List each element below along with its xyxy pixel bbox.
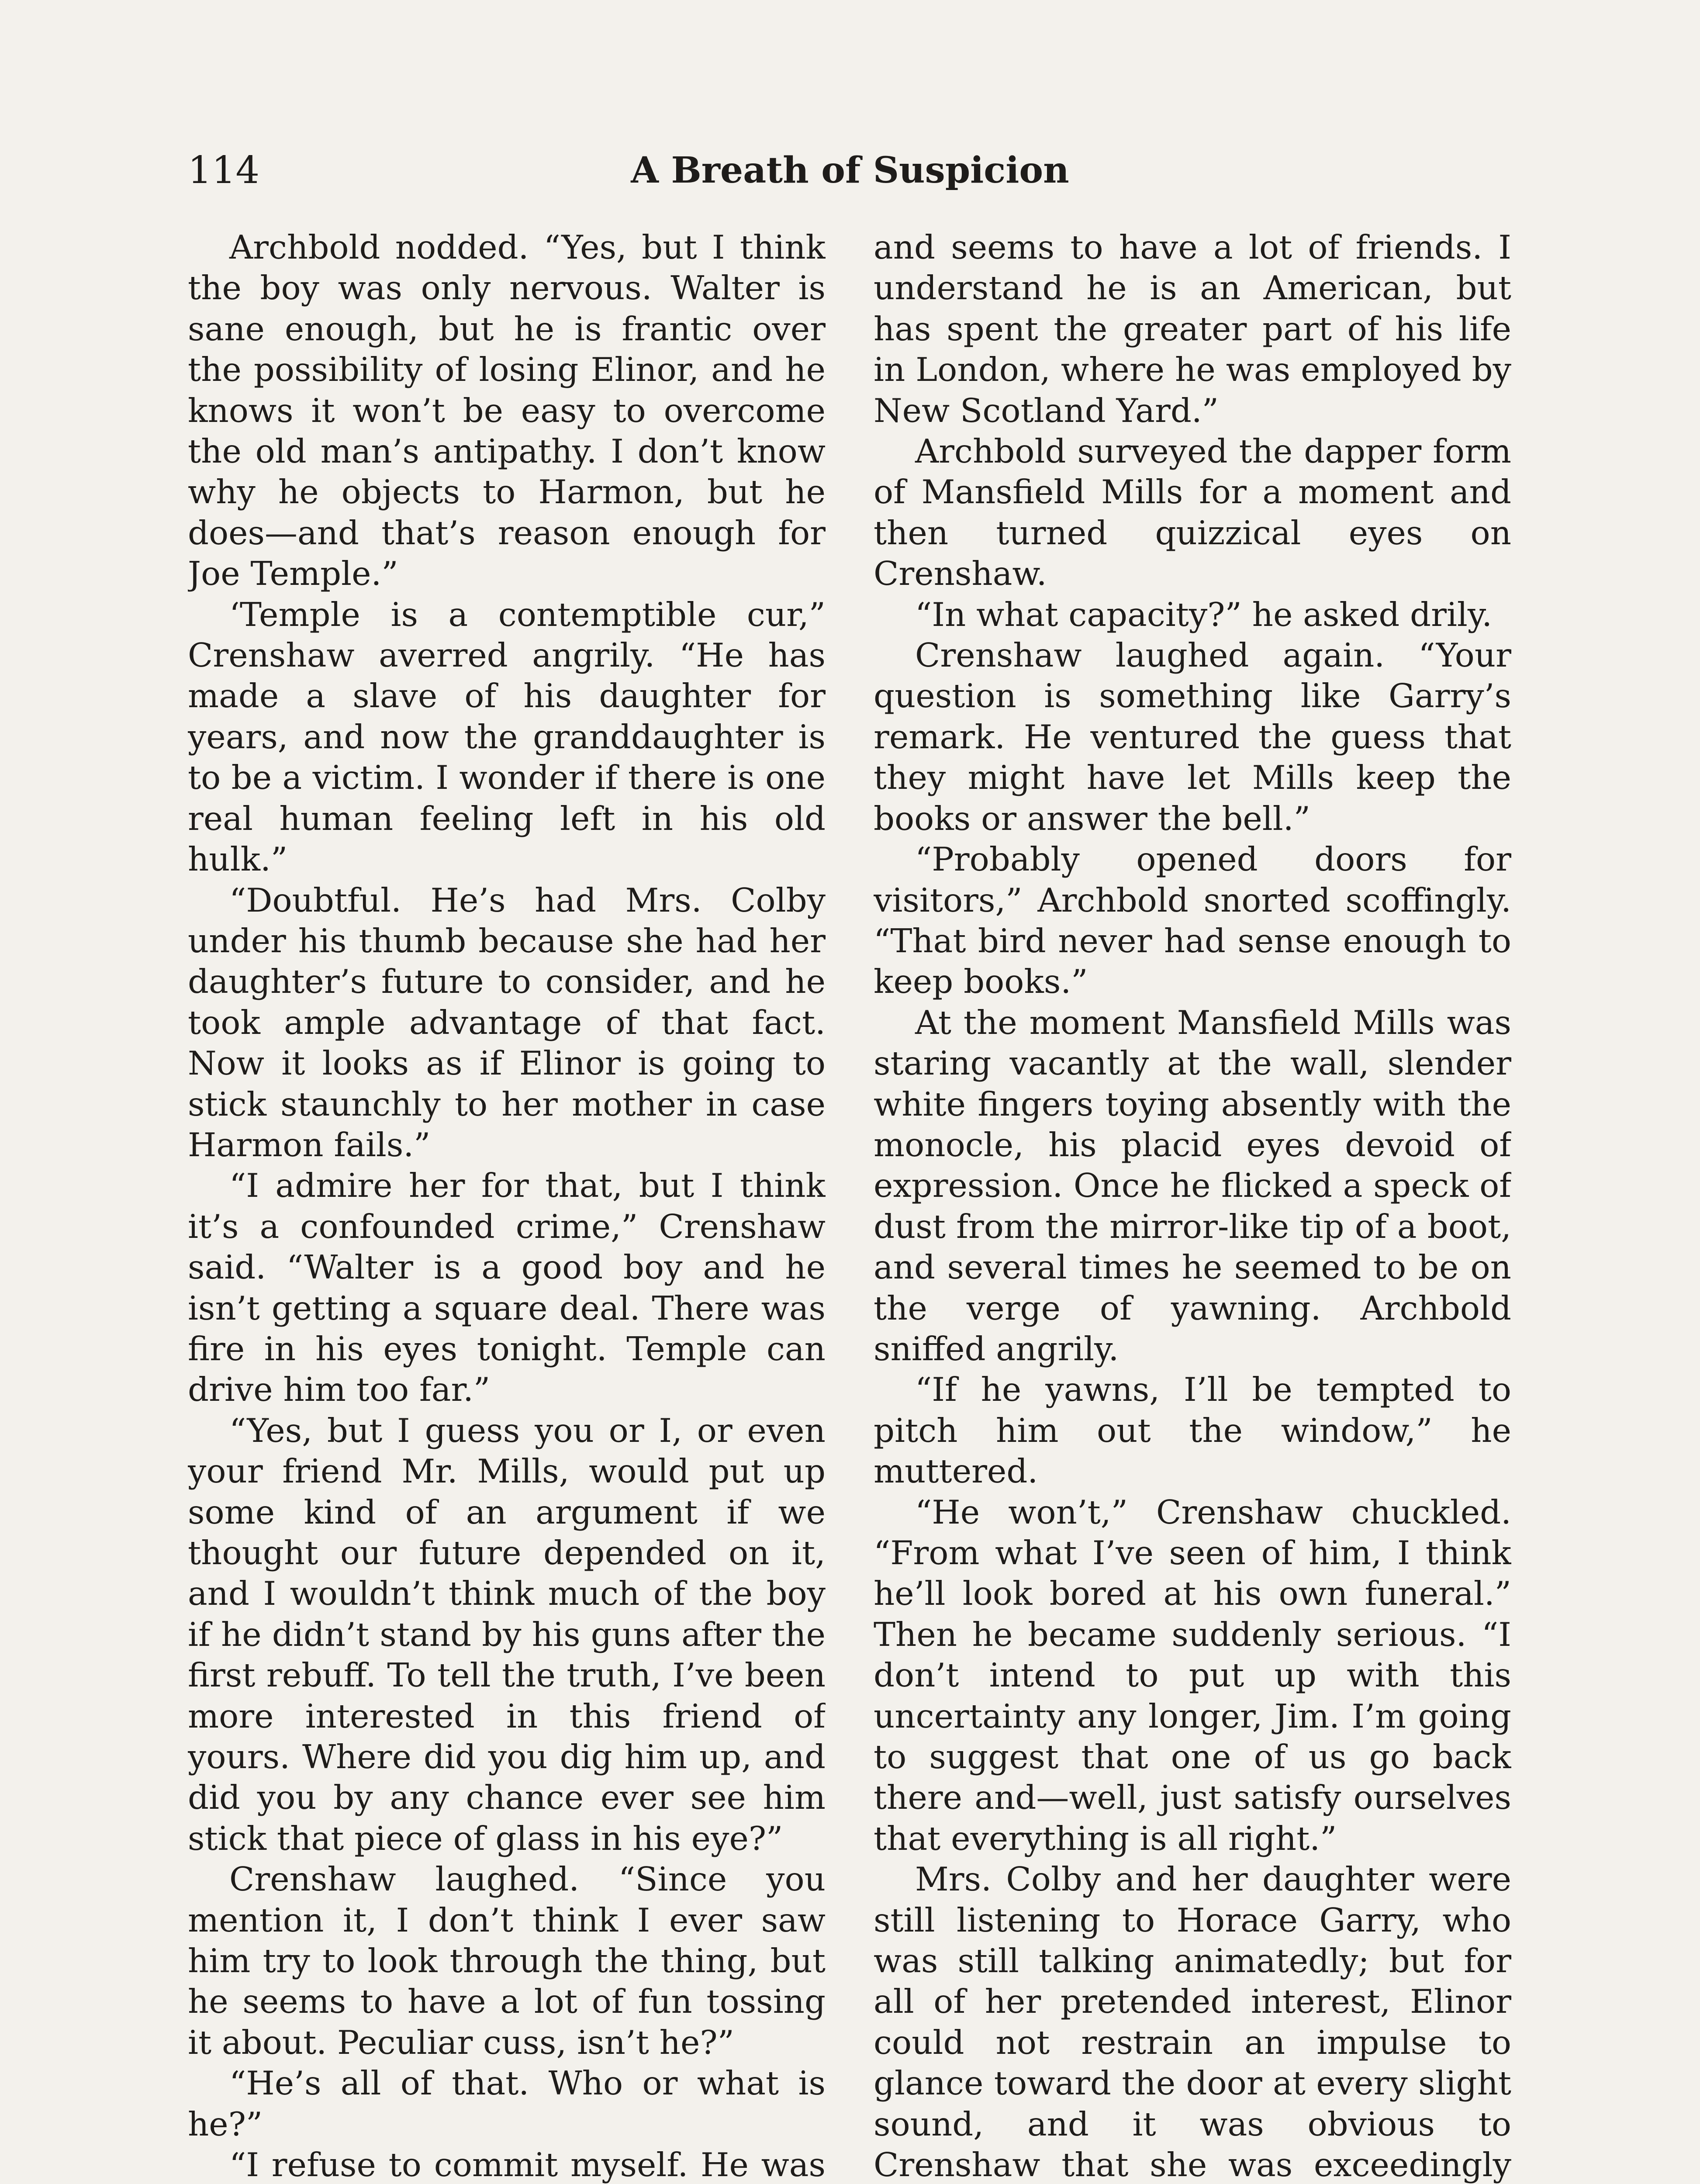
paragraph: At the moment Mansfield Mills was staring vacantly at the wall, slender white fingers toying absently with the monocle, his placid eyes devoid of expression. Once he flicked a speck of dust from the mirror-like tip of a boot, and several times he seemed to be on the verge of yawning. Archbold sniffed angrily. <box>874 1003 1511 1368</box>
paragraph: “Yes, but I guess you or I, or even your friend Mr. Mills, would put up some kind of an argument if we thought our future depended on it, and I wouldn’t think much of the boy if he didn’t stand by his guns after the first rebuff. To tell the truth, I’ve been more interested in this friend of yours. Where did you dig him up, and did you by any chance ever see him stick that piece of glass in his eye?” <box>188 1411 826 1858</box>
paragraph: “In what capacity?” he asked drily. <box>915 595 1493 634</box>
paragraph: Crenshaw laughed again. “Your question is something like Garry’s remark. He ventured the guess that they might have let Mills keep the books or answer the bell.” <box>874 636 1511 838</box>
paragraph: “If he yawns, I’ll be tempted to pitch him out the window,” he muttered. <box>874 1370 1511 1491</box>
running-title: A Breath of Suspicion <box>631 149 1069 191</box>
paragraph: Archbold surveyed the dapper form of Mansfield Mills for a moment and then turned quizzical eyes on Crenshaw. <box>874 432 1511 593</box>
paragraph-continuation: and seems to have a lot of friends. I understand he is an American, but has spent the greater part of his life in London, where he was employed by New Scotland Yard.” <box>874 228 1511 430</box>
left-column <box>188 227 826 2184</box>
body-text <box>188 227 1511 2184</box>
paragraph: “I admire her for that, but I think it’s a confounded crime,” Crenshaw said. “Walter is a good boy and he isn’t getting a square deal. There was fire in his eyes tonight. Temple can drive him too far.” <box>188 1166 826 1409</box>
paragraph: “Probably opened doors for visitors,” Archbold snorted scoffingly. “That bird never had sense enough to keep books.” <box>874 840 1511 1001</box>
paragraph: “He won’t,” Crenshaw chuckled. “From what I’ve seen of him, I think he’ll look bored at his own funeral.” Then he became suddenly serious. “I don’t intend to put up with this uncertainty any longer, Jim. I’m going to suggest that one of us go back there and—well, just satisfy ourselves that everything is all right.” <box>874 1493 1511 1858</box>
paragraph: Mrs. Colby and her daughter were still listening to Horace Garry, who was still talking animatedly; but for all of her pretended interest, Elinor could not restrain an impulse to glance toward the door at every slight sound, and it was obvious to Crenshaw that she was exceedingly <box>874 1860 1511 2184</box>
page-header <box>188 144 1512 205</box>
right-column <box>874 227 1511 2184</box>
paragraph: “He’s all of that. Who or what is he?” <box>188 2064 826 2143</box>
paragraph: Crenshaw laughed. “Since you mention it, I don’t think I ever saw him try to look through the thing, but he seems to have a lot of fun tossing it about. Peculiar cuss, isn’t he?” <box>188 1860 826 2062</box>
paragraph: ‘Temple is a contemptible cur,” Crenshaw averred angrily. “He has made a slave of his daughter for years, and now the granddaughter is to be a victim. I wonder if there is one real human feeling left in his old hulk.” <box>188 595 826 879</box>
paragraph: “Doubtful. He’s had Mrs. Colby under his thumb because she had her daughter’s future to consider, and he took ample advantage of that fact. Now it looks as if Elinor is going to stick staunchly to her mother in case Harmon fails.” <box>188 881 826 1164</box>
page-number: 114 <box>188 149 260 192</box>
paragraph: “I refuse to commit myself. He was <box>229 2146 826 2184</box>
paragraph: Archbold nodded. “Yes, but I think the boy was only nervous. Walter is sane enough, but he is frantic over the possibility of losing Elinor, and he knows it won’t be easy to overcome the old man’s antipathy. I don’t know why he objects to Harmon, but he does—and that’s reason enough for Joe Temple.” <box>188 228 826 593</box>
